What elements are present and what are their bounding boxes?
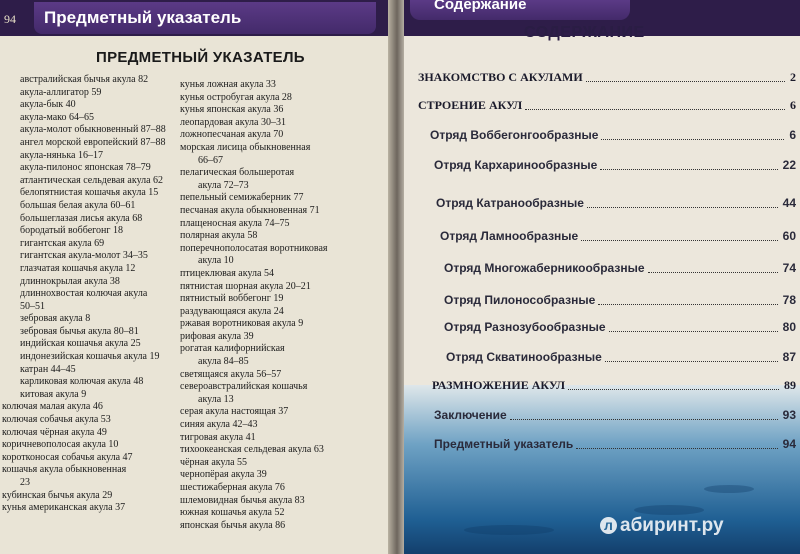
- index-entry: пелагическая большеротая: [180, 167, 295, 179]
- index-entry: акула 13: [198, 393, 234, 405]
- index-entry: длиннохвостая колючая акула: [20, 288, 148, 300]
- section-tab: [34, 2, 376, 34]
- index-entry: пепельный семижаберник 77: [180, 192, 304, 204]
- watermark-text: абиринт.ру: [620, 515, 724, 536]
- index-column-2: [180, 79, 390, 532]
- index-entry: колючая собачья акула 53: [2, 414, 111, 426]
- page-number: 94: [4, 12, 16, 26]
- toc-leader-dots: [609, 331, 778, 332]
- index-entry: ржавая воротниковая акула 9: [180, 318, 304, 330]
- toc-row[interactable]: [418, 98, 796, 116]
- watermark-logo-icon: л: [600, 517, 617, 534]
- index-entry: кубинская бычья акула 29: [2, 489, 113, 501]
- toc-leader-dots: [600, 169, 778, 170]
- toc-label: РАЗМНОЖЕНИЕ АКУЛ: [432, 378, 566, 392]
- toc-row[interactable]: [440, 229, 796, 247]
- index-entry: зебровая акула 8: [20, 313, 91, 325]
- index-entry: раздувающаяся акула 24: [180, 305, 284, 317]
- index-entry: глазчатая кошачья акула 12: [20, 262, 136, 274]
- index-entry: рогатая калифорнийская: [180, 343, 285, 355]
- index-entry: гигантская акула 69: [20, 237, 105, 249]
- index-entry: колючая чёрная акула 49: [2, 426, 107, 438]
- toc-page-number: 78: [782, 293, 796, 307]
- toc-leader-dots: [510, 419, 778, 420]
- index-entry: песчаная акула обыкновенная 71: [180, 204, 320, 216]
- toc-leader-dots: [648, 272, 778, 273]
- index-entry: леопардовая акула 30–31: [180, 116, 286, 128]
- index-entry: колючая малая акула 46: [2, 401, 103, 413]
- section-tab-label: Предметный указатель: [44, 8, 242, 27]
- contents-tab-label: Содержание: [434, 0, 527, 13]
- index-entry: акула-бык 40: [20, 99, 76, 111]
- toc-leader-dots: [587, 207, 778, 208]
- toc-label: Отряд Кархаринообразные: [434, 158, 598, 172]
- toc-leader-dots: [525, 109, 785, 110]
- toc-page-number: 2: [790, 70, 796, 84]
- toc-leader-dots: [576, 448, 778, 449]
- toc-row[interactable]: [432, 378, 796, 396]
- toc-page-number: 93: [782, 408, 796, 422]
- index-entry: 23: [20, 477, 30, 488]
- index-entry: бородатый воббегонг 18: [20, 225, 123, 237]
- index-entry: кунья американская акула 37: [2, 502, 126, 514]
- toc-leader-dots: [605, 361, 778, 362]
- contents-tab: [410, 0, 630, 20]
- index-entry: южная кошачья акула 52: [180, 507, 285, 519]
- index-entry: акула-пилонос японская 78–79: [20, 162, 151, 174]
- index-entry: пятнистый воббегонг 19: [180, 293, 284, 305]
- toc-page-number: 89: [784, 378, 796, 392]
- toc-page-number: 22: [782, 158, 796, 172]
- left-page: [0, 0, 392, 554]
- toc-page-number: 6: [789, 128, 796, 142]
- index-entry: пятнистая шорная акула 20–21: [180, 280, 311, 292]
- index-entry: 66–67: [198, 154, 223, 166]
- index-entry: плащеносная акула 74–75: [180, 217, 290, 229]
- index-entry: кунья японская акула 36: [180, 104, 284, 116]
- toc-label: ЗНАКОМСТВО С АКУЛАМИ: [418, 70, 583, 84]
- right-page: [404, 0, 800, 554]
- index-entry: североавстралийская кошачья: [180, 381, 308, 393]
- toc-label: Заключение: [434, 408, 507, 422]
- index-entry: ангел морской европейский 87–88: [20, 136, 166, 148]
- toc-label: Отряд Пилонособразные: [444, 293, 596, 307]
- index-entry: кунья ложная акула 33: [180, 79, 276, 90]
- index-entry: зебровая бычья акула 80–81: [20, 325, 139, 337]
- index-entry: чёрная акула 55: [180, 456, 248, 468]
- toc-row[interactable]: [444, 320, 796, 338]
- index-entry: рифовая акула 39: [180, 330, 254, 342]
- toc-leader-dots: [598, 304, 778, 305]
- toc-row[interactable]: [434, 408, 796, 426]
- index-entry: полярная акула 58: [180, 230, 258, 242]
- index-entry: японская бычья акула 86: [180, 519, 286, 531]
- toc-label: Отряд Скватинообразные: [446, 350, 602, 364]
- toc-row[interactable]: [434, 437, 796, 455]
- toc-label: Отряд Многожаберникообразные: [444, 261, 645, 275]
- toc-page-number: 6: [790, 98, 796, 112]
- toc-page-number: 44: [782, 196, 796, 210]
- index-entry: чернопёрая акула 39: [180, 469, 267, 481]
- toc-page-number: 87: [782, 350, 796, 364]
- index-entry: серая акула настоящая 37: [180, 406, 289, 418]
- toc-row[interactable]: [444, 293, 796, 311]
- toc-label: Отряд Воббегонгообразные: [430, 128, 599, 142]
- index-entry: индийская кошачья акула 25: [20, 338, 141, 350]
- toc-label: Отряд Ламнообразные: [440, 229, 579, 243]
- toc-label: Отряд Катранообразные: [436, 196, 584, 210]
- toc-label: Предметный указатель: [434, 437, 574, 451]
- toc-row[interactable]: [418, 70, 796, 88]
- toc-label: Отряд Разнозубообразные: [444, 320, 606, 334]
- index-entry: акула-мако 64–65: [20, 111, 95, 123]
- watermark: [600, 515, 724, 537]
- toc-row[interactable]: [434, 158, 796, 176]
- toc-label: СТРОЕНИЕ АКУЛ: [418, 98, 523, 112]
- toc-page-number: 80: [782, 320, 796, 334]
- index-entry: австралийская бычья акула 82: [20, 74, 149, 85]
- index-entry: большеглазая лисья акула 68: [20, 212, 143, 224]
- index-entry: светящаяся акула 56–57: [180, 368, 282, 380]
- toc-row[interactable]: [436, 196, 796, 214]
- toc-leader-dots: [586, 81, 785, 82]
- index-entry: акула-нянька 16–17: [20, 149, 103, 161]
- toc-page-number: 60: [782, 229, 796, 243]
- index-entry: гигантская акула-молот 34–35: [20, 250, 148, 262]
- toc-leader-dots: [581, 240, 778, 241]
- index-entry: кошачья акула обыкновенная: [2, 464, 127, 476]
- index-entry: акула 84–85: [198, 356, 249, 368]
- index-entry: белопятнистая кошачья акула 15: [20, 187, 159, 199]
- index-entry: акула-аллигатор 59: [20, 86, 102, 98]
- index-entry: акула-молот обыкновенный 87–88: [20, 124, 166, 136]
- index-entry: атлантическая сельдевая акула 62: [20, 174, 164, 186]
- toc-leader-dots: [568, 389, 779, 390]
- index-entry: поперечнополосатая воротниковая: [180, 242, 328, 254]
- index-entry: катран 44–45: [20, 363, 76, 375]
- index-entry: карликовая колючая акула 48: [20, 376, 144, 388]
- index-entry: тигровая акула 41: [180, 431, 256, 443]
- index-entry: птицеклювая акула 54: [180, 267, 274, 279]
- index-entry: коротконосая собачья акула 47: [2, 451, 133, 463]
- toc-row[interactable]: [444, 261, 796, 279]
- index-entry: длиннокрылая акула 38: [20, 275, 120, 287]
- toc-row[interactable]: [430, 128, 796, 146]
- index-entry: коричневополосая акула 10: [2, 439, 119, 451]
- index-entry: индонезийская кошачья акула 19: [20, 351, 160, 363]
- index-entry: большая белая акула 60–61: [20, 199, 136, 211]
- index-entry: 50–51: [20, 300, 45, 312]
- index-entry: шестижаберная акула 76: [180, 482, 285, 493]
- toc-page-number: 74: [782, 261, 796, 275]
- index-entry: морская лисица обыкновенная: [180, 141, 311, 153]
- index-title: ПРЕДМЕТНЫЙ УКАЗАТЕЛЬ: [96, 49, 305, 66]
- index-entry: китовая акула 9: [20, 388, 87, 400]
- toc-leader-dots: [601, 139, 784, 140]
- index-entry: акула 10: [198, 255, 234, 267]
- index-entry: акула 72–73: [198, 179, 249, 191]
- toc-page-number: 94: [782, 437, 796, 451]
- contents-title: СОДЕРЖАНИЕ: [524, 24, 645, 41]
- index-entry: шлемовидная бычья акула 83: [180, 494, 305, 506]
- index-entry: синяя акула 42–43: [180, 419, 258, 431]
- toc-row[interactable]: [446, 350, 796, 368]
- index-column-1: [2, 74, 182, 515]
- index-entry: ложнопесчаная акула 70: [180, 129, 284, 141]
- index-entry: кунья остробугая акула 28: [180, 91, 292, 103]
- index-entry: тихоокеанская сельдевая акула 63: [180, 444, 324, 456]
- left-page-header: [0, 0, 392, 36]
